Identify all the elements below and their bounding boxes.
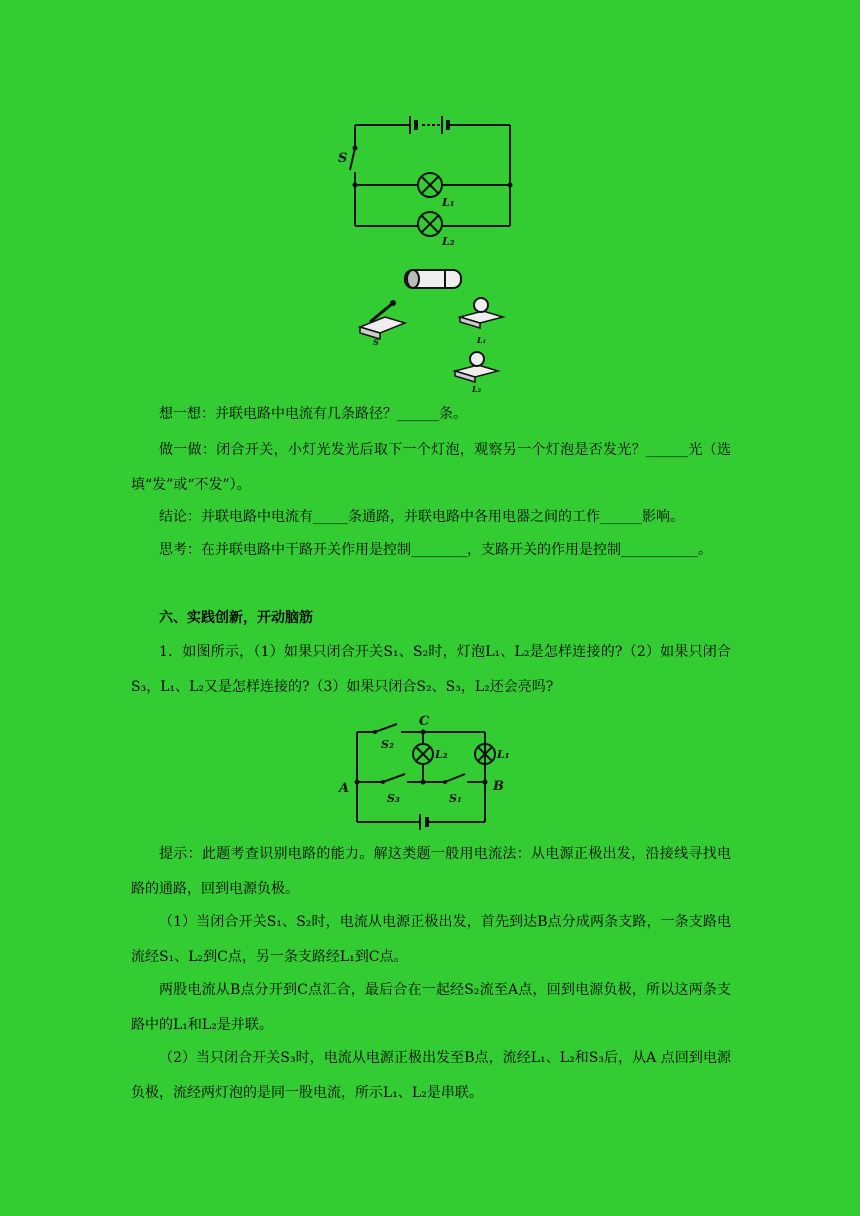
label-l2-photo: L₂ bbox=[472, 384, 482, 394]
label-s: S bbox=[338, 151, 348, 166]
circuit-diagram-switches bbox=[335, 712, 515, 830]
battery-component bbox=[405, 270, 461, 288]
physical-components-figure bbox=[355, 265, 515, 395]
label-s-photo: S bbox=[373, 337, 379, 347]
label-l1-photo: L₁ bbox=[477, 335, 487, 345]
question-1: 1．如图所示，（1）如果只闭合开关S₁、S₂时，灯泡L₁、L₂是怎样连接的?（2）如果只闭合S₃，L₁、L₂又是怎样连接的?（3）如果只闭合S₂、S₃，L₂还会亮吗? bbox=[131, 644, 731, 695]
circuit-diagram-parallel bbox=[330, 108, 530, 248]
switch-component bbox=[360, 300, 405, 339]
paragraph-conclusion: 结论：并联电路中电流有_____条通路，并联电路中各用电器之间的工作______影响。 bbox=[159, 509, 684, 525]
label-s2: S₂ bbox=[381, 738, 394, 751]
paragraph-do: 做一做：闭合开关，小灯光发光后取下一个灯泡，观察另一个灯泡是否发光？______光（选填“发”或“不发”）。 bbox=[131, 442, 731, 493]
label-l2-circuit: L₂ bbox=[435, 748, 448, 761]
label-l2: L₂ bbox=[442, 235, 455, 248]
label-s1: S₁ bbox=[449, 792, 462, 805]
label-b: B bbox=[493, 779, 504, 794]
label-c: C bbox=[419, 714, 430, 729]
label-s3: S₃ bbox=[387, 792, 400, 805]
lamp2-component bbox=[455, 352, 498, 382]
label-a: A bbox=[339, 781, 350, 796]
answer-1: （1）当闭合开关S₁、S₂时，电流从电源正极出发，首先到达B点分成两条支路，一条支路电流经S₁、L₂到C点，另一条支路经L₁到C点。 bbox=[131, 914, 731, 965]
section-heading: 六、实践创新，开动脑筋 bbox=[159, 610, 313, 626]
answer-2: （2）当只闭合开关S₃时，电流从电源正极出发至B点，流经L₁、L₂和S₃后，从A 点回到电源负极，流经两灯泡的是同一股电流，所示L₁、L₂是串联。 bbox=[131, 1050, 731, 1101]
label-l1: L₁ bbox=[442, 196, 455, 209]
lamp1-component bbox=[460, 298, 503, 328]
paragraph-reflect: 思考：在并联电路中干路开关作用是控制________，支路开关的作用是控制___________。 bbox=[159, 542, 712, 558]
label-l1-circuit: L₁ bbox=[497, 748, 510, 761]
paragraph-think: 想一想：并联电路中电流有几条路径？______条。 bbox=[159, 406, 467, 422]
paragraph-hint: 提示：此题考查识别电路的能力。解这类题一般用电流法：从电源正极出发，沿接线寻找电路的通路，回到电源负极。 bbox=[131, 846, 731, 897]
answer-1-continued: 两股电流从B点分开到C点汇合，最后合在一起经S₂流至A点，回到电源负极，所以这两条支路中的L₁和L₂是并联。 bbox=[131, 982, 731, 1033]
